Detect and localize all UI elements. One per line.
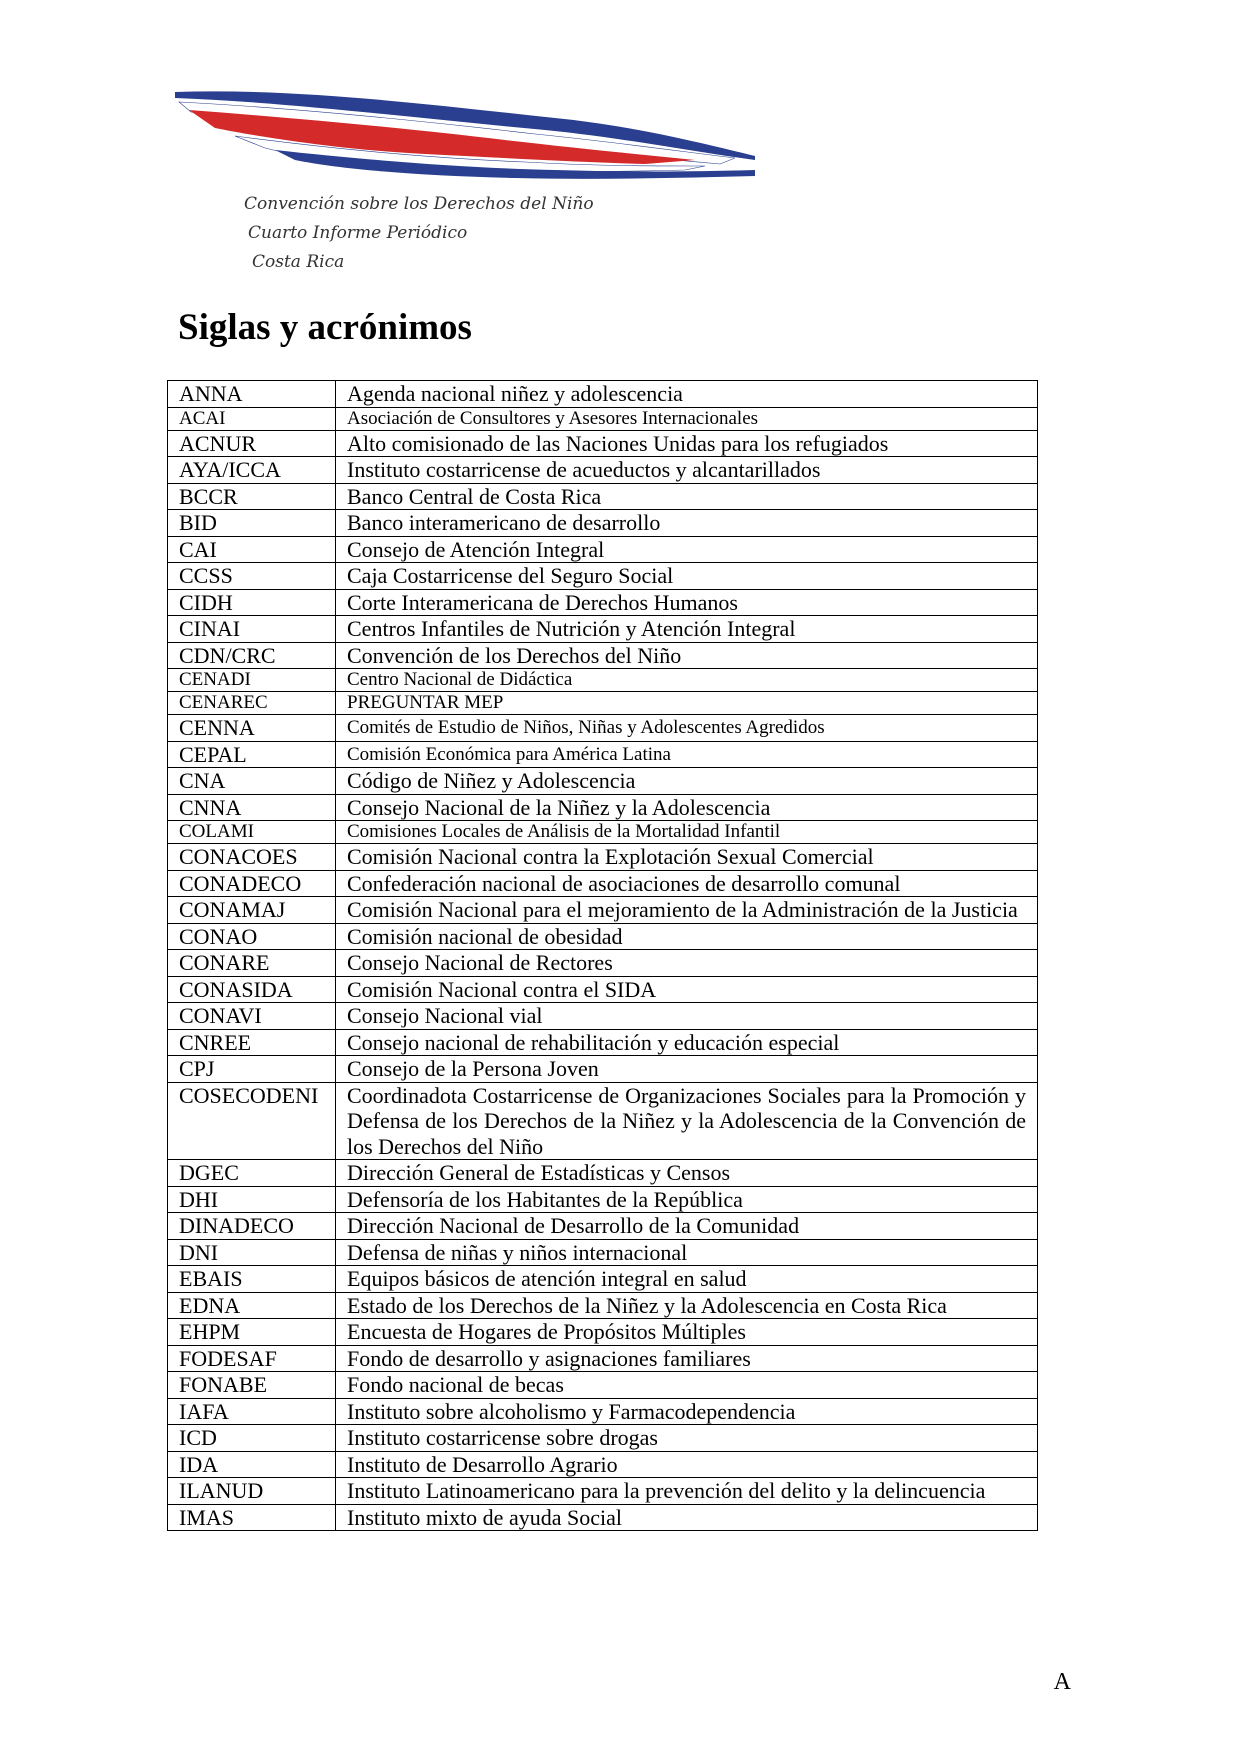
table-row [168, 1292, 1038, 1319]
acronym-cell: CCSS [168, 563, 336, 590]
acronym-cell: CONARE [168, 950, 336, 977]
acronym-cell: ICD [168, 1425, 336, 1452]
acronym-cell: CONAVI [168, 1003, 336, 1030]
definition-cell: Dirección Nacional de Desarrollo de la Comunidad [336, 1213, 1038, 1240]
table-row [168, 844, 1038, 871]
acronym-cell: BID [168, 510, 336, 537]
definition-cell: Instituto de Desarrollo Agrario [336, 1451, 1038, 1478]
header-report-line: Cuarto Informe Periódico [248, 223, 468, 243]
acronym-cell: DGEC [168, 1160, 336, 1187]
table-row [168, 669, 1038, 692]
table-row [168, 642, 1038, 669]
table-row [168, 1345, 1038, 1372]
definition-cell: Comisión Nacional contra el SIDA [336, 976, 1038, 1003]
acronyms-table [167, 380, 1038, 1531]
definition-cell: Consejo Nacional vial [336, 1003, 1038, 1030]
acronym-cell: DNI [168, 1239, 336, 1266]
acronym-cell: CNA [168, 768, 336, 795]
table-row [168, 1504, 1038, 1531]
table-row [168, 1398, 1038, 1425]
table-row [168, 536, 1038, 563]
definition-cell: Consejo Nacional de la Niñez y la Adolescencia [336, 794, 1038, 821]
acronym-cell: FONABE [168, 1372, 336, 1399]
header-convention-line: Convención sobre los Derechos del Niño [244, 194, 594, 214]
acronym-cell: IDA [168, 1451, 336, 1478]
acronym-cell: CAI [168, 536, 336, 563]
page-number: A [1053, 1669, 1071, 1695]
acronym-cell: CENADI [168, 669, 336, 692]
definition-cell: Encuesta de Hogares de Propósitos Múltiples [336, 1319, 1038, 1346]
definition-cell: Comisión Nacional para el mejoramiento de la Administración de la Justicia [336, 897, 1038, 924]
acronym-cell: EDNA [168, 1292, 336, 1319]
table-row [168, 897, 1038, 924]
table-row [168, 741, 1038, 768]
table-row [168, 589, 1038, 616]
page-title: Siglas y acrónimos [178, 307, 472, 348]
acronym-cell: CNREE [168, 1029, 336, 1056]
acronym-cell: COSECODENI [168, 1082, 336, 1160]
definition-cell: Comisión nacional de obesidad [336, 923, 1038, 950]
table-row [168, 1029, 1038, 1056]
definition-cell: Código de Niñez y Adolescencia [336, 768, 1038, 795]
definition-cell: Comisiones Locales de Análisis de la Mortalidad Infantil [336, 821, 1038, 844]
definition-cell: Banco Central de Costa Rica [336, 483, 1038, 510]
definition-cell: Instituto mixto de ayuda Social [336, 1504, 1038, 1531]
table-row [168, 821, 1038, 844]
acronym-cell: CEPAL [168, 741, 336, 768]
acronym-cell: ILANUD [168, 1478, 336, 1505]
acronym-cell: CONAMAJ [168, 897, 336, 924]
definition-cell: Equipos básicos de atención integral en salud [336, 1266, 1038, 1293]
table-row [168, 616, 1038, 643]
definition-cell: Coordinadota Costarricense de Organizaciones Sociales para la Promoción y Defensa de los Derechos de la Niñez y la Adolescencia de la Convención de los Derechos del Niño [336, 1082, 1038, 1160]
definition-cell: Defensa de niñas y niños internacional [336, 1239, 1038, 1266]
acronym-cell: EBAIS [168, 1266, 336, 1293]
definition-cell: Instituto costarricense de acueductos y alcantarillados [336, 457, 1038, 484]
table-row [168, 950, 1038, 977]
table-row [168, 1266, 1038, 1293]
definition-cell: Banco interamericano de desarrollo [336, 510, 1038, 537]
table-row [168, 768, 1038, 795]
table-row [168, 1319, 1038, 1346]
definition-cell: Comisión Económica para América Latina [336, 741, 1038, 768]
acronym-cell: CDN/CRC [168, 642, 336, 669]
definition-cell: Corte Interamericana de Derechos Humanos [336, 589, 1038, 616]
acronym-cell: DINADECO [168, 1213, 336, 1240]
definition-cell: Dirección General de Estadísticas y Censos [336, 1160, 1038, 1187]
table-row [168, 692, 1038, 715]
acronym-cell: DHI [168, 1186, 336, 1213]
definition-cell: Caja Costarricense del Seguro Social [336, 563, 1038, 590]
definition-cell: PREGUNTAR MEP [336, 692, 1038, 715]
definition-cell: Fondo de desarrollo y asignaciones familiares [336, 1345, 1038, 1372]
definition-cell: Comisión Nacional contra la Explotación Sexual Comercial [336, 844, 1038, 871]
table-row [168, 976, 1038, 1003]
table-row [168, 1186, 1038, 1213]
acronym-cell: AYA/ICCA [168, 457, 336, 484]
acronym-cell: CENAREC [168, 692, 336, 715]
table-row [168, 407, 1038, 430]
acronym-cell: FODESAF [168, 1345, 336, 1372]
acronym-cell: ACNUR [168, 430, 336, 457]
definition-cell: Convención de los Derechos del Niño [336, 642, 1038, 669]
definition-cell: Centros Infantiles de Nutrición y Atención Integral [336, 616, 1038, 643]
table-row [168, 715, 1038, 742]
definition-cell: Consejo Nacional de Rectores [336, 950, 1038, 977]
table-row [168, 381, 1038, 408]
acronym-cell: IMAS [168, 1504, 336, 1531]
document-header [244, 190, 594, 277]
table-row [168, 794, 1038, 821]
definition-cell: Consejo de la Persona Joven [336, 1056, 1038, 1083]
table-row [168, 1451, 1038, 1478]
acronym-cell: CONASIDA [168, 976, 336, 1003]
definition-cell: Centro Nacional de Didáctica [336, 669, 1038, 692]
acronym-cell: CINAI [168, 616, 336, 643]
table-row [168, 1003, 1038, 1030]
table-row [168, 1213, 1038, 1240]
definition-cell: Agenda nacional niñez y adolescencia [336, 381, 1038, 408]
table-row [168, 1160, 1038, 1187]
table-row [168, 563, 1038, 590]
acronym-cell: COLAMI [168, 821, 336, 844]
acronym-cell: ACAI [168, 407, 336, 430]
costa-rica-flag-logo [175, 90, 755, 180]
definition-cell: Comités de Estudio de Niños, Niñas y Adolescentes Agredidos [336, 715, 1038, 742]
definition-cell: Instituto Latinoamericano para la prevención del delito y la delincuencia [336, 1478, 1038, 1505]
definition-cell: Estado de los Derechos de la Niñez y la Adolescencia en Costa Rica [336, 1292, 1038, 1319]
acronym-cell: CONACOES [168, 844, 336, 871]
acronym-cell: ANNA [168, 381, 336, 408]
definition-cell: Fondo nacional de becas [336, 1372, 1038, 1399]
table-row [168, 510, 1038, 537]
acronym-cell: IAFA [168, 1398, 336, 1425]
acronym-cell: CONADECO [168, 870, 336, 897]
table-row [168, 1372, 1038, 1399]
acronym-cell: EHPM [168, 1319, 336, 1346]
table-row [168, 1082, 1038, 1160]
definition-cell: Consejo de Atención Integral [336, 536, 1038, 563]
definition-cell: Instituto costarricense sobre drogas [336, 1425, 1038, 1452]
definition-cell: Confederación nacional de asociaciones de desarrollo comunal [336, 870, 1038, 897]
acronym-cell: CPJ [168, 1056, 336, 1083]
definition-cell: Defensoría de los Habitantes de la República [336, 1186, 1038, 1213]
table-row [168, 430, 1038, 457]
acronym-cell: CENNA [168, 715, 336, 742]
table-row [168, 923, 1038, 950]
table-row [168, 1478, 1038, 1505]
header-country-line: Costa Rica [252, 252, 345, 272]
acronym-cell: CNNA [168, 794, 336, 821]
acronyms-table-body [168, 381, 1038, 1531]
table-row [168, 483, 1038, 510]
table-row [168, 457, 1038, 484]
table-row [168, 1056, 1038, 1083]
definition-cell: Asociación de Consultores y Asesores Internacionales [336, 407, 1038, 430]
acronym-cell: CONAO [168, 923, 336, 950]
table-row [168, 1239, 1038, 1266]
definition-cell: Instituto sobre alcoholismo y Farmacodependencia [336, 1398, 1038, 1425]
table-row [168, 870, 1038, 897]
table-row [168, 1425, 1038, 1452]
acronym-cell: BCCR [168, 483, 336, 510]
definition-cell: Consejo nacional de rehabilitación y educación especial [336, 1029, 1038, 1056]
definition-cell: Alto comisionado de las Naciones Unidas para los refugiados [336, 430, 1038, 457]
acronym-cell: CIDH [168, 589, 336, 616]
